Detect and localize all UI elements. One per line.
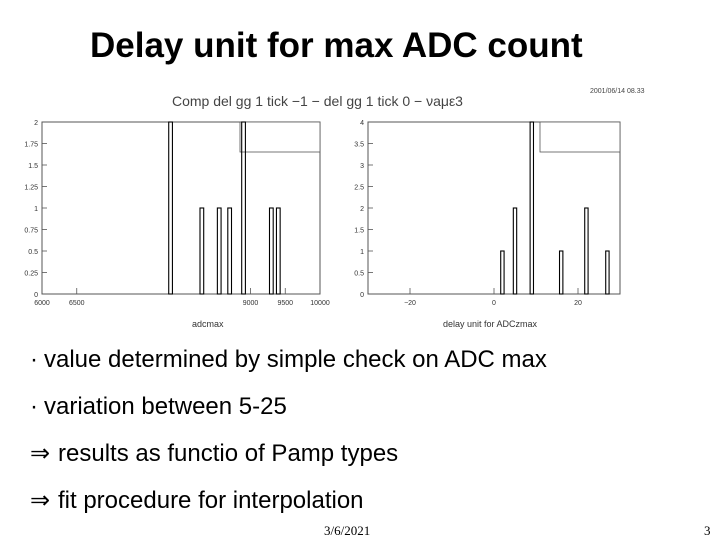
y-tick-label: 0.25 — [24, 270, 38, 278]
x-tick-label: 0 — [492, 300, 496, 307]
y-tick-label: 2 — [360, 206, 364, 213]
y-tick-label: 1.5 — [28, 163, 38, 170]
footer-date: 3/6/2021 — [324, 523, 371, 538]
y-tick-label: 2.5 — [354, 184, 364, 192]
bullet-1 — [30, 346, 547, 374]
bullet-2 — [30, 393, 287, 421]
slide-title: Delay unit for max ADC count — [90, 26, 583, 65]
y-tick-label: 3 — [360, 163, 364, 170]
y-tick-label: 2 — [34, 120, 38, 127]
y-tick-label: 0 — [360, 292, 364, 299]
bullet-4 — [30, 486, 364, 515]
bullet-3 — [30, 439, 398, 468]
histogram-bar — [501, 251, 504, 294]
x-tick-label: 6500 — [68, 300, 85, 307]
histogram-bar — [169, 122, 173, 294]
x-tick-label: 9500 — [277, 300, 294, 307]
bullet-4-mark: ⇒ — [30, 487, 51, 514]
histogram-bar — [585, 208, 588, 294]
y-tick-label: 3.5 — [354, 141, 364, 149]
x-tick-label: 9000 — [242, 300, 259, 307]
canvas-timestamp: 2001/06/14 08.33 — [590, 88, 645, 95]
histogram-bar — [560, 251, 563, 294]
y-tick-label: 1 — [34, 206, 38, 213]
histogram-bar — [217, 208, 221, 294]
bullet-2-mark: · — [30, 393, 38, 420]
stats-box — [540, 122, 620, 152]
canvas-title: Comp del gg 1 tick −1 − del gg 1 tick 0 − νaμε3 — [172, 93, 463, 109]
y-tick-label: 0.5 — [28, 249, 38, 256]
histogram-canvas — [20, 82, 680, 338]
y-tick-label: 4 — [360, 120, 364, 127]
histogram-bar — [606, 251, 609, 294]
histogram-bar — [513, 208, 516, 294]
y-tick-label: 0 — [34, 292, 38, 299]
bullet-1-mark: · — [30, 346, 38, 373]
adcmax-histogram — [24, 120, 329, 329]
x-tick-label: 6000 — [34, 300, 50, 307]
bullet-3-text: results as functio of Pamp types — [58, 440, 399, 467]
histogram-bar — [200, 208, 204, 294]
histogram-bar — [530, 122, 533, 294]
bullet-2-text: variation between 5-25 — [44, 393, 287, 420]
histogram-bar — [276, 208, 280, 294]
y-tick-label: 1 — [360, 249, 364, 256]
histogram-bar — [228, 208, 232, 294]
bullet-4-text: fit procedure for interpolation — [58, 487, 364, 514]
x-tick-label: 20 — [574, 300, 582, 307]
stats-box — [240, 122, 320, 152]
bullet-1-text: value determined by simple check on ADC max — [44, 346, 547, 373]
y-tick-label: 1.25 — [24, 184, 38, 192]
page-number: 3 — [704, 523, 711, 538]
x-axis-label: delay unit for ADCzmax — [443, 319, 538, 329]
x-tick-label: 10000 — [310, 300, 330, 307]
y-tick-label: 0.75 — [24, 227, 38, 235]
x-tick-label: −20 — [404, 300, 416, 307]
x-axis-label: adcmax — [192, 319, 224, 329]
delay-unit-histogram — [354, 120, 620, 329]
y-tick-label: 1.5 — [354, 227, 364, 235]
y-tick-label: 1.75 — [24, 141, 38, 149]
bullet-3-mark: ⇒ — [30, 440, 51, 467]
y-tick-label: 0.5 — [354, 270, 364, 278]
histogram-bar — [269, 208, 273, 294]
